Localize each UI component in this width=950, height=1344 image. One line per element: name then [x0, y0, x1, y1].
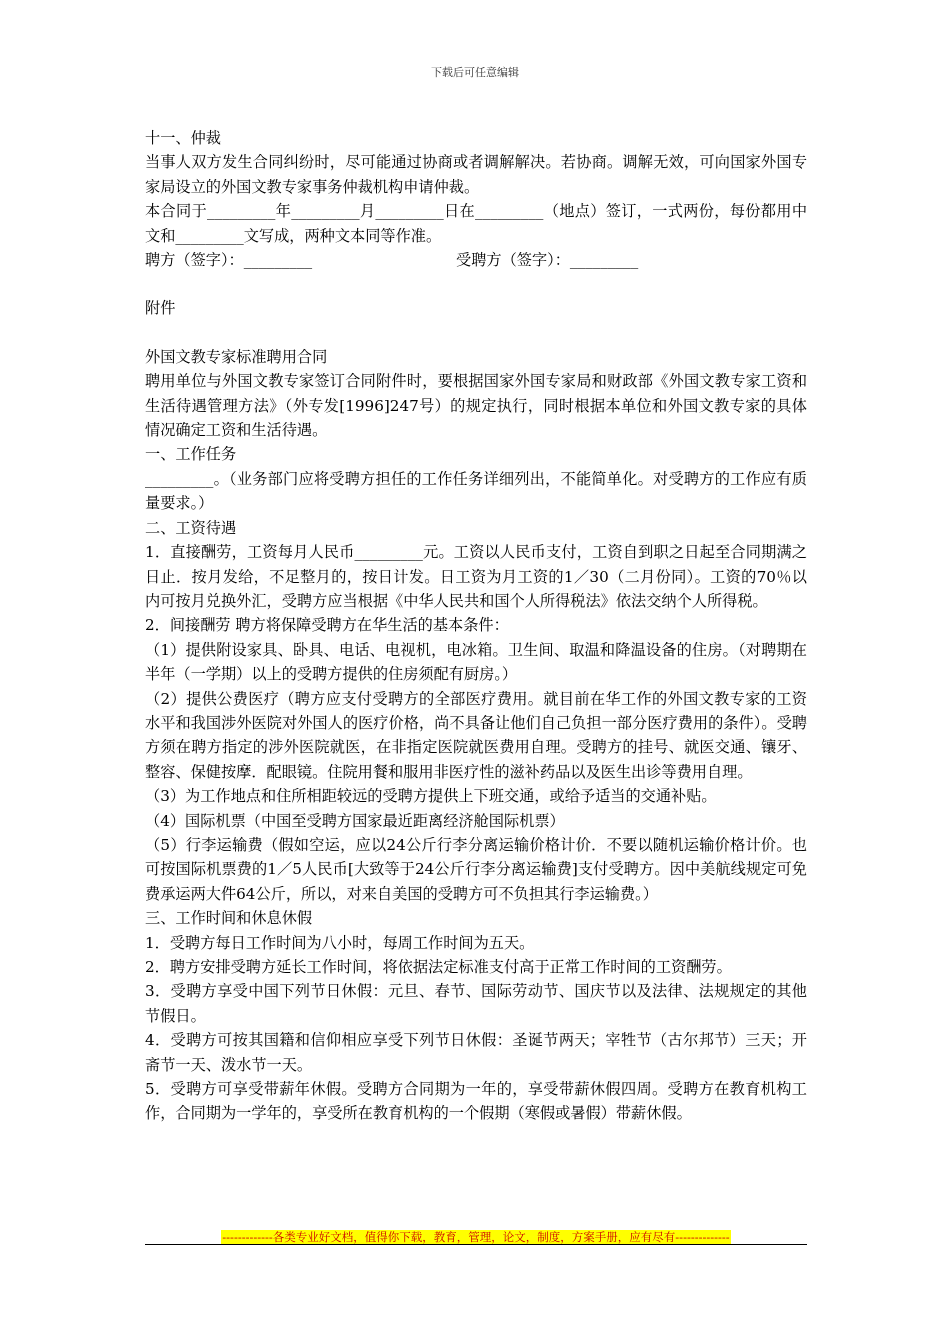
section-2-item: （1）提供附设家具、卧具、电话、电视机，电冰箱。卫生间、取温和降温设备的住房。（对聘期在半年（一学期）以上的受聘方提供的住房须配有厨房。）	[145, 640, 807, 684]
footer-divider	[145, 1244, 807, 1245]
section-2-item: 2．间接酬劳 聘方将保障受聘方在华生活的基本条件：	[145, 616, 509, 635]
signing-clause: 本合同于_________年_________月_________日在_________（地点）签订，一式两份，每份都用中文和_________文写成，两种文本同等作准。	[145, 202, 807, 245]
section-3-item: 3．受聘方享受中国下列节日休假：元旦、春节、国际劳动节、国庆节以及法律、法规规定的其他节假日。	[145, 982, 807, 1025]
appendix-intro: 聘用单位与外国文教专家签订合同附件时，要根据国家外国专家局和财政部《外国文教专家工资和生活待遇管理方法》（外专发[1996]247号）的规定执行，同时根据本单位和外国文教专家的具体情况确定工资和生活待遇。	[145, 372, 807, 440]
document-body	[145, 126, 807, 1126]
section-3-item: 2．聘方安排受聘方延长工作时间，将依据法定标准支付高于正常工作时间的工资酬劳。	[145, 958, 732, 976]
section-3-item: 1．受聘方每日工作时间为八小时，每周工作时间为五天。	[145, 933, 535, 952]
appendix-title: 外国文教专家标准聘用合同	[145, 347, 328, 366]
page-header-note: 下载后可任意编辑	[431, 66, 519, 79]
appendix-label: 附件	[145, 299, 176, 318]
employer-signature: 聘方（签字）：_________	[145, 251, 313, 270]
section-2-title: 二、工资待遇	[145, 518, 237, 537]
section-3-title: 三、工作时间和休息休假	[145, 909, 313, 928]
footer-banner	[145, 1226, 807, 1245]
section-1-title: 一、工作任务	[145, 445, 237, 464]
section-11-text: 当事人双方发生合同纠纷时，尽可能通过协商或者调解解决。若协商。调解无效，可向国家外国专家局设立的外国文教专家事务仲裁机构申请仲裁。	[145, 153, 807, 196]
section-2-item: 1．直接酬劳，工资每月人民币_________元。工资以人民币支付，工资自到职之日起至合同期满之日止．按月发给，不足整月的，按日计发。日工资为月工资的1／30（二月份同）。工资的70％以内可按月兑换外汇，受聘方应当根据《中华人民共和国个人所得税法》依法交纳个人所得税。	[145, 543, 807, 610]
section-2-item: （3）为工作地点和住所相距较远的受聘方提供上下班交通，或给予适当的交通补贴。	[145, 787, 717, 806]
employee-signature: 受聘方（签字）：_________	[456, 251, 639, 270]
section-2-item: （2）提供公费医疗（聘方应支付受聘方的全部医疗费用。就目前在华工作的外国文教专家的工资水平和我国涉外医院对外国人的医疗价格，尚不具备让他们自己负担一部分医疗费用的条件）。受聘方须在聘方指定的涉外医院就医，在非指定医院就医费用自理。受聘方的挂号、就医交通、镶牙、整容、保健按摩．配眼镜。住院用餐和服用非医疗性的滋补药品以及医生出诊等费用自理。	[145, 689, 807, 781]
section-3-item: 4．受聘方可按其国籍和信仰相应享受下列节日休假：圣诞节两天；宰牲节（古尔邦节）三天；开斋节一天、泼水节一天。	[145, 1031, 807, 1074]
section-3-item: 5．受聘方可享受带薪年休假。受聘方合同期为一年的，享受带薪休假四周。受聘方在教育机构工作，合同期为一学年的，享受所在教育机构的一个假期（寒假或暑假）带薪休假。	[145, 1080, 807, 1123]
section-11-title: 十一、仲裁	[145, 129, 221, 147]
signature-row	[145, 248, 807, 272]
section-1-text: _________。（业务部门应将受聘方担任的工作任务详细列出，不能简单化。对受聘方的工作应有质量要求。）	[145, 469, 807, 513]
section-2-item: （4）国际机票（中国至受聘方国家最近距离经济舱国际机票）	[145, 811, 565, 830]
footer-banner-text: -------------各类专业好文档，值得你下载，教育，管理，论文，制度，方案手册，应有尽有--------------	[222, 1230, 730, 1244]
section-2-item: （5）行李运输费（假如空运，应以24公斤行李分离运输价格计价．不要以随机运输价格计价。也可按国际机票费的1／5人民币[大致等于24公斤行李分离运输费]支付受聘方。因中美航线规定可免费承运两大件64公斤，所以，对来自美国的受聘方可不负担其行李运输费。）	[145, 835, 807, 903]
